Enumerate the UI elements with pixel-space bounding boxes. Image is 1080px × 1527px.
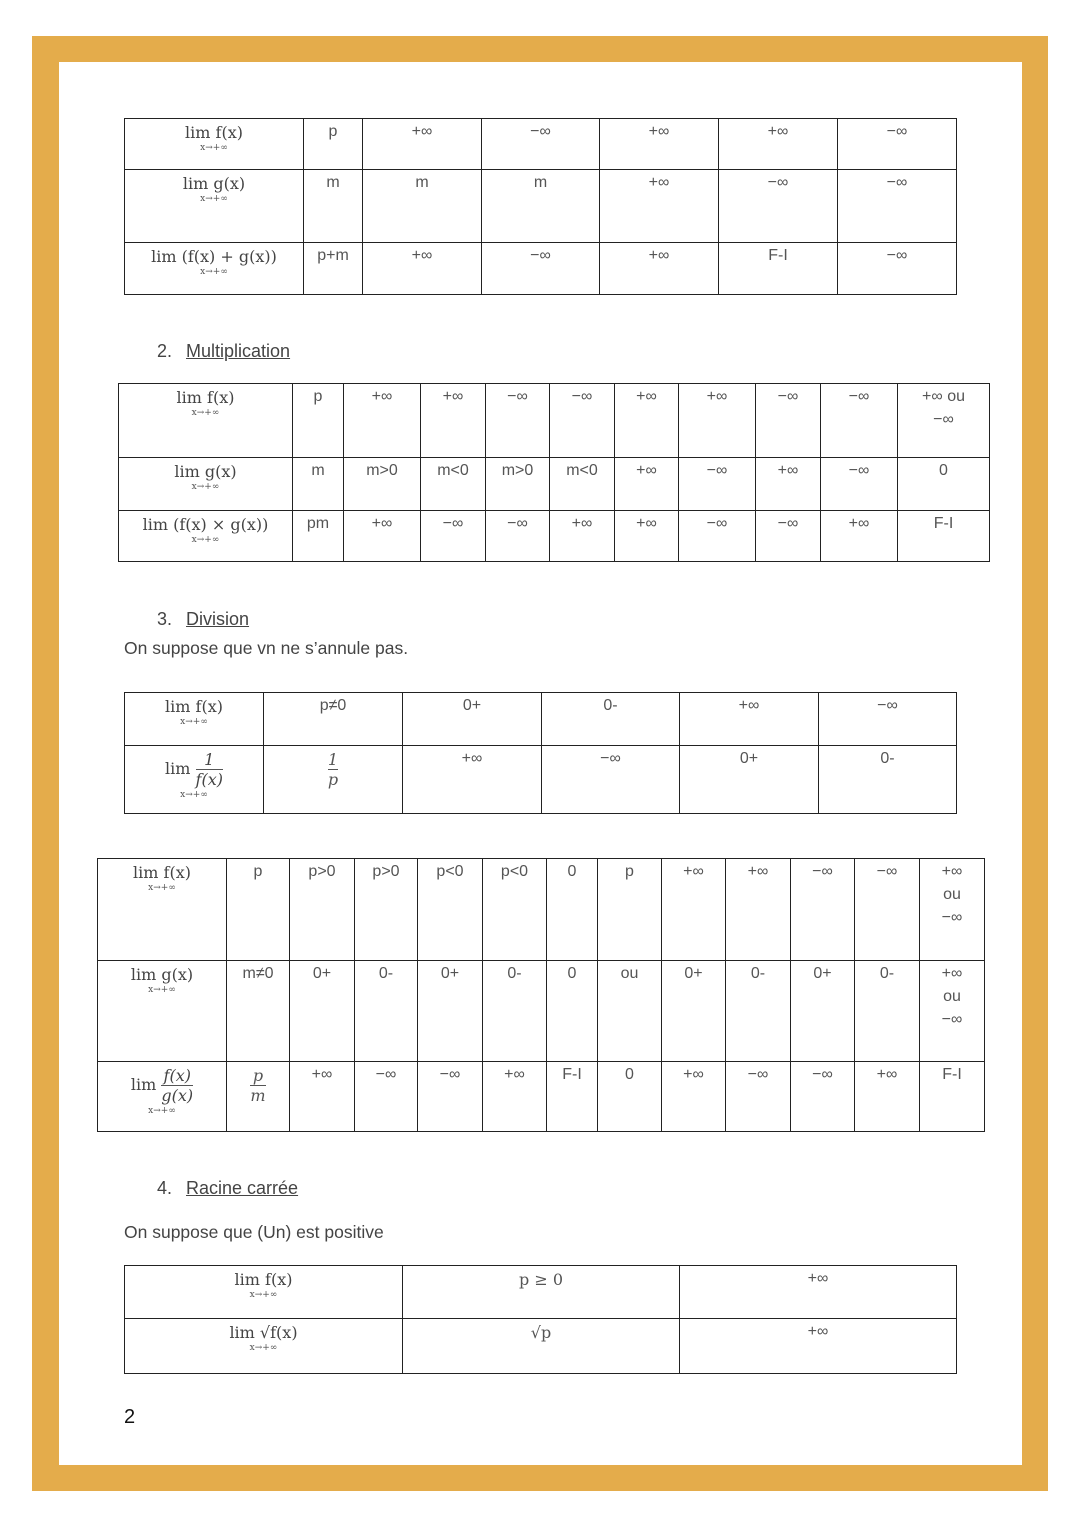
multiplication-row-result xyxy=(119,511,990,562)
cell: 0- xyxy=(726,961,791,1062)
cell: +∞ xyxy=(855,1062,920,1132)
row-label: lim g(x) x→+∞ xyxy=(119,458,293,511)
cell: 0- xyxy=(542,693,680,746)
racine-table xyxy=(124,1265,957,1374)
quotient-table xyxy=(97,858,985,1132)
cell: p<0 xyxy=(418,859,483,961)
cell: +∞ xyxy=(600,119,719,170)
cell: m>0 xyxy=(344,458,421,511)
cell: 0 xyxy=(598,1062,662,1132)
cell-line: −∞ xyxy=(933,411,954,428)
row-label: lim f(x) x→+∞ xyxy=(125,1266,403,1319)
cell: +∞ xyxy=(821,511,898,562)
multiplication-table xyxy=(118,383,990,562)
cell: F-I xyxy=(898,511,990,562)
cell: +∞ xyxy=(483,1062,547,1132)
cell: m<0 xyxy=(550,458,615,511)
cell: −∞ xyxy=(679,458,756,511)
cell: √p xyxy=(403,1319,680,1374)
cell: 0+ xyxy=(418,961,483,1062)
cell: −∞ xyxy=(418,1062,483,1132)
cell: m xyxy=(363,170,482,243)
row-label: lim $\frac{1}{f(x)}$ x→+∞ xyxy=(125,746,264,814)
heading-number: 4. xyxy=(157,1178,173,1198)
heading-title: Multiplication xyxy=(186,341,291,361)
addition-table xyxy=(124,118,957,295)
cell: p xyxy=(293,384,344,458)
cell: +∞ xyxy=(421,384,486,458)
cell: p xyxy=(304,119,363,170)
cell xyxy=(920,961,985,1062)
cell: p ≥ 0 xyxy=(403,1266,680,1319)
cell: +∞ xyxy=(680,1266,957,1319)
cell: 0- xyxy=(855,961,920,1062)
cell: +∞ xyxy=(344,511,421,562)
cell: +∞ xyxy=(363,119,482,170)
cell: 0+ xyxy=(403,693,542,746)
cell: ou xyxy=(598,961,662,1062)
cell: −∞ xyxy=(855,859,920,961)
cell: $\frac{p}{m}$ xyxy=(227,1062,290,1132)
cell: 0- xyxy=(355,961,418,1062)
row-label: lim (f(x) + g(x)) x→+∞ xyxy=(125,243,304,295)
row-label: lim (f(x) × g(x)) x→+∞ xyxy=(119,511,293,562)
cell: +∞ xyxy=(600,170,719,243)
cell: +∞ xyxy=(615,458,679,511)
addition-row-f xyxy=(125,119,957,170)
division-note: On suppose que vn ne s’annule pas. xyxy=(124,638,409,658)
cell: p>0 xyxy=(290,859,355,961)
cell: −∞ xyxy=(482,119,600,170)
cell: m<0 xyxy=(421,458,486,511)
row-label: lim g(x) x→+∞ xyxy=(125,170,304,243)
cell: m xyxy=(304,170,363,243)
cell: −∞ xyxy=(791,1062,855,1132)
addition-row-g xyxy=(125,170,957,243)
cell: p<0 xyxy=(483,859,547,961)
heading-number: 2. xyxy=(157,341,173,361)
inverse-row-result xyxy=(125,746,957,814)
row-label: lim f(x) x→+∞ xyxy=(119,384,293,458)
cell: 0 xyxy=(898,458,990,511)
cell: −∞ xyxy=(821,384,898,458)
section-heading-racine xyxy=(157,1178,298,1199)
page-number: 2 xyxy=(124,1406,136,1428)
cell: m>0 xyxy=(486,458,550,511)
cell: p+m xyxy=(304,243,363,295)
cell: −∞ xyxy=(679,511,756,562)
cell: 0 xyxy=(547,859,598,961)
heading-title: Division xyxy=(186,609,250,629)
row-label: lim $\frac{f(x)}{g(x)}$ x→+∞ xyxy=(98,1062,227,1132)
cell: +∞ xyxy=(403,746,542,814)
row-label: lim f(x) x→+∞ xyxy=(98,859,227,961)
cell-line: +∞ ou xyxy=(922,388,965,405)
cell-line: +∞ xyxy=(941,863,963,880)
cell-line: +∞ xyxy=(941,965,963,982)
cell-line: −∞ xyxy=(941,909,963,926)
cell: p≠0 xyxy=(264,693,403,746)
cell: −∞ xyxy=(756,511,821,562)
cell: p xyxy=(598,859,662,961)
cell: −∞ xyxy=(838,170,957,243)
section-heading-division xyxy=(157,609,249,630)
cell: +∞ xyxy=(662,859,726,961)
cell: +∞ xyxy=(662,1062,726,1132)
cell: +∞ xyxy=(756,458,821,511)
cell: 0+ xyxy=(290,961,355,1062)
cell: −∞ xyxy=(355,1062,418,1132)
cell: −∞ xyxy=(421,511,486,562)
cell: −∞ xyxy=(791,859,855,961)
cell: −∞ xyxy=(821,458,898,511)
cell xyxy=(920,859,985,961)
cell: +∞ xyxy=(680,1319,957,1374)
cell: +∞ xyxy=(344,384,421,458)
cell xyxy=(898,384,990,458)
cell: m≠0 xyxy=(227,961,290,1062)
cell: −∞ xyxy=(756,384,821,458)
cell-line: −∞ xyxy=(941,1011,963,1028)
cell: +∞ xyxy=(550,511,615,562)
row-label: lim f(x) x→+∞ xyxy=(125,693,264,746)
row-label: lim g(x) x→+∞ xyxy=(98,961,227,1062)
section-heading-multiplication xyxy=(157,341,290,362)
cell-line: ou xyxy=(943,886,961,903)
heading-title: Racine carrée xyxy=(186,1178,299,1198)
multiplication-row-f xyxy=(119,384,990,458)
cell: −∞ xyxy=(550,384,615,458)
cell: +∞ xyxy=(680,693,819,746)
cell: 0+ xyxy=(680,746,819,814)
cell: −∞ xyxy=(719,170,838,243)
cell: −∞ xyxy=(486,384,550,458)
cell: m xyxy=(293,458,344,511)
quotient-row-result xyxy=(98,1062,985,1132)
cell: +∞ xyxy=(679,384,756,458)
addition-row-result xyxy=(125,243,957,295)
cell: 0 xyxy=(547,961,598,1062)
cell: +∞ xyxy=(719,119,838,170)
cell: +∞ xyxy=(363,243,482,295)
row-label: lim f(x) x→+∞ xyxy=(125,119,304,170)
quotient-row-g xyxy=(98,961,985,1062)
cell: p>0 xyxy=(355,859,418,961)
cell: −∞ xyxy=(726,1062,791,1132)
cell: 0+ xyxy=(662,961,726,1062)
cell: +∞ xyxy=(615,511,679,562)
cell: m xyxy=(482,170,600,243)
inverse-row-f xyxy=(125,693,957,746)
cell: +∞ xyxy=(600,243,719,295)
cell: F-I xyxy=(719,243,838,295)
racine-row-sqrt xyxy=(125,1319,957,1374)
racine-note: On suppose que (Un) est positive xyxy=(124,1222,384,1242)
row-label: lim √f(x) x→+∞ xyxy=(125,1319,403,1374)
inverse-table xyxy=(124,692,957,814)
cell: −∞ xyxy=(486,511,550,562)
cell: 0+ xyxy=(791,961,855,1062)
cell: +∞ xyxy=(615,384,679,458)
heading-number: 3. xyxy=(157,609,173,629)
cell: −∞ xyxy=(838,119,957,170)
cell-line: ou xyxy=(943,988,961,1005)
cell: +∞ xyxy=(726,859,791,961)
multiplication-row-g xyxy=(119,458,990,511)
cell: −∞ xyxy=(482,243,600,295)
cell: −∞ xyxy=(819,693,957,746)
cell: p xyxy=(227,859,290,961)
cell: F-I xyxy=(920,1062,985,1132)
cell: pm xyxy=(293,511,344,562)
cell: +∞ xyxy=(290,1062,355,1132)
cell: −∞ xyxy=(838,243,957,295)
cell: −∞ xyxy=(542,746,680,814)
cell: F-I xyxy=(547,1062,598,1132)
quotient-row-f xyxy=(98,859,985,961)
racine-row-f xyxy=(125,1266,957,1319)
cell: $\frac{1}{p}$ xyxy=(264,746,403,814)
cell: 0- xyxy=(819,746,957,814)
cell: 0- xyxy=(483,961,547,1062)
